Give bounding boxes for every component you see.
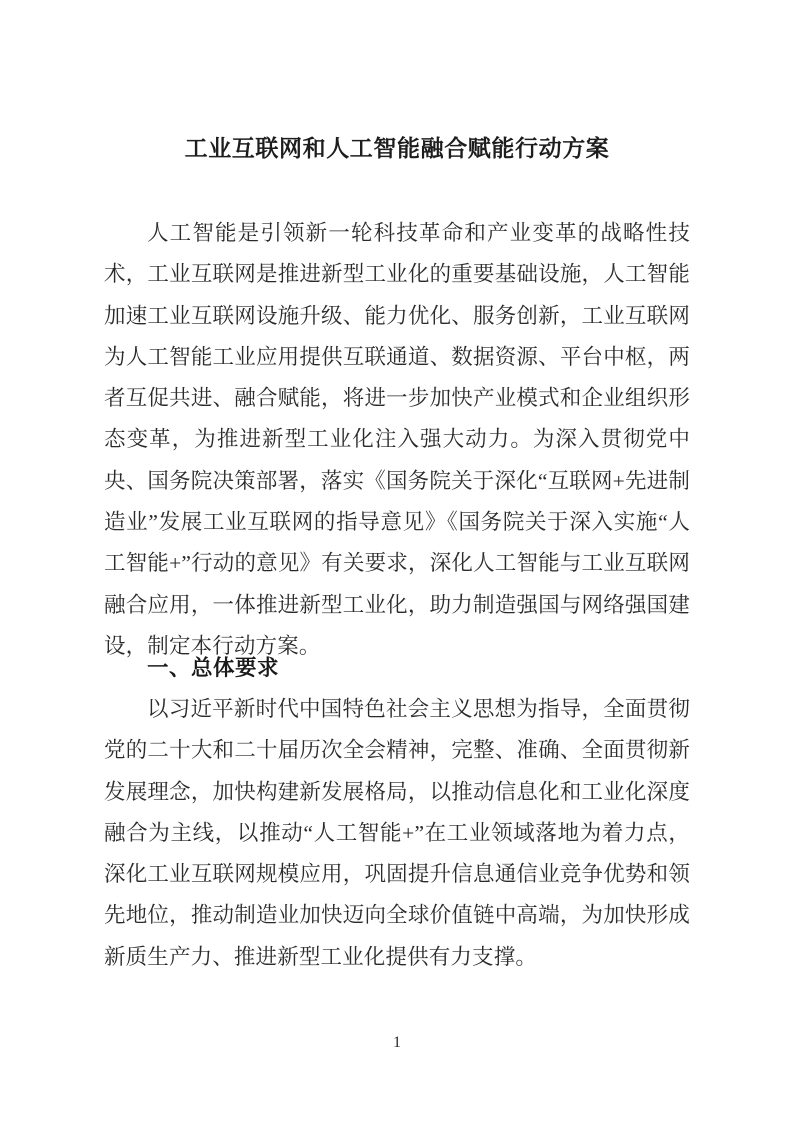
- section-heading-overall-requirements: 一、总体要求: [147, 656, 280, 680]
- body-paragraph-2: 以习近平新时代中国特色社会主义思想为指导，全面贯彻党的二十大和二十届历次全会精神，完整、准确、全面贯彻新发展理念，加快构建新发展格局，以推动信息化和工业化深度融合为主线，以推动“人工智能+”在工业领域落地为着力点，深化工业互联网规模应用，巩固提升信息通信业竞争优势和领先地位，推动制造业加快迈向全球价值链中高端，为加快形成新质生产力、推进新型工业化提供有力支撑。: [104, 697, 690, 969]
- page-number: 1: [393, 1034, 401, 1051]
- body-paragraph-1: 人工智能是引领新一轮科技革命和产业变革的战略性技术，工业互联网是推进新型工业化的重要基础设施，人工智能加速工业互联网设施升级、能力优化、服务创新，工业互联网为人工智能工业应用提供互联通道、数据资源、平台中枢，两者互促共进、融合赋能，将进一步加快产业模式和企业组织形态变革，为推进新型工业化注入强大动力。为深入贯彻党中央、国务院决策部署，落实《国务院关于深化“互联网+先进制造业”发展工业互联网的指导意见》《国务院关于深入实施“人工智能+”行动的意见》有关要求，深化人工智能与工业互联网融合应用，一体推进新型工业化，助力制造强国与网络强国建设，制定本行动方案。: [104, 221, 690, 658]
- page-title: 工业互联网和人工智能融合赋能行动方案: [184, 136, 610, 161]
